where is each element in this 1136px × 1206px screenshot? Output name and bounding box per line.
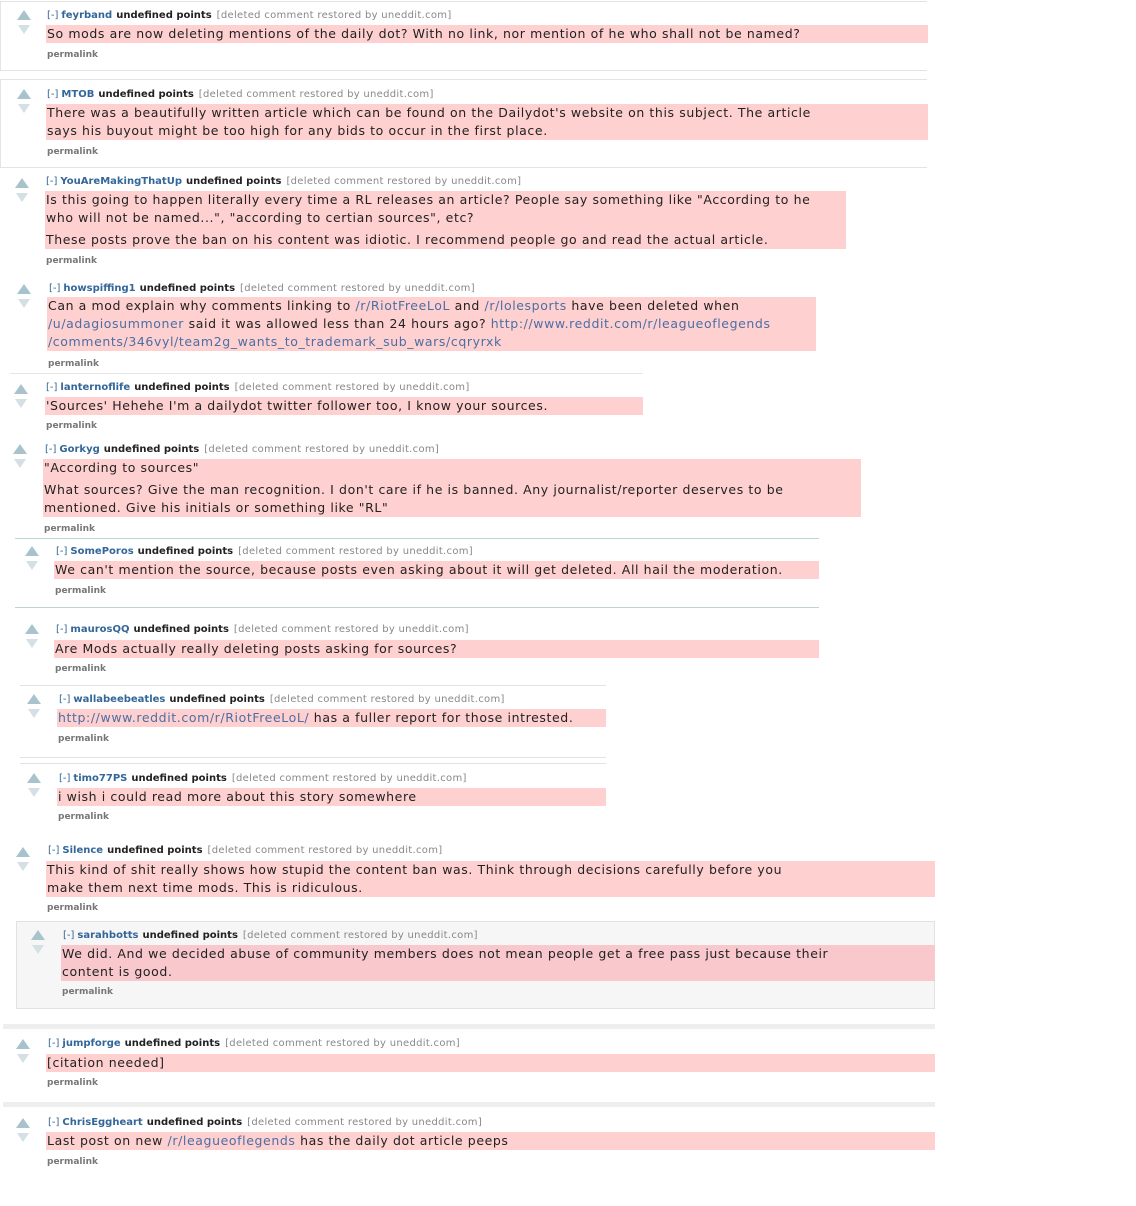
vote-arrows	[15, 284, 33, 308]
permalink[interactable]: permalink	[47, 50, 98, 60]
body-line: i wish i could read more about this story somewhere	[58, 789, 417, 804]
deleted-note: [deleted comment restored by uneddit.com]	[233, 624, 469, 635]
comment	[0, 1111, 935, 1175]
body-line: This kind of shit really shows how stupid the content ban was. Think through decisions carefully before you	[47, 862, 783, 877]
body-line: Is this going to happen literally every time a RL releases an article? People say something like "According to he	[46, 192, 811, 207]
deleted-note: [deleted comment restored by uneddit.com]	[231, 773, 467, 784]
comment-body	[54, 640, 819, 658]
comment-tagline	[47, 88, 434, 101]
score: undefined points	[103, 444, 200, 455]
subreddit-link[interactable]: /r/lolesports	[484, 298, 567, 313]
score: undefined points	[134, 382, 230, 393]
upvote-icon[interactable]	[16, 1118, 30, 1128]
divider	[3, 1024, 935, 1029]
upvote-icon[interactable]	[16, 847, 30, 857]
collapse-toggle[interactable]: [-]	[59, 773, 71, 784]
comment-body	[46, 1054, 935, 1072]
body-line: Are Mods actually really deleting posts asking for sources?	[55, 641, 458, 656]
vote-arrows	[14, 1118, 32, 1142]
vote-arrows	[11, 444, 29, 468]
upvote-icon[interactable]	[27, 694, 41, 704]
downvote-icon[interactable]	[18, 104, 30, 113]
permalink[interactable]: permalink	[58, 734, 109, 744]
score: undefined points	[133, 624, 229, 635]
permalink[interactable]: permalink	[62, 987, 113, 997]
body-line: [citation needed]	[47, 1055, 165, 1070]
deleted-note: [deleted comment restored by uneddit.com]	[234, 382, 470, 393]
author-link[interactable]: ChrisEggheart	[62, 1117, 143, 1128]
comment-tagline	[46, 175, 521, 188]
deleted-note: [deleted comment restored by uneddit.com]	[242, 930, 478, 941]
comment-tagline	[48, 1116, 482, 1129]
vote-arrows	[25, 694, 43, 718]
comment	[20, 685, 606, 757]
score: undefined points	[142, 930, 238, 941]
vote-arrows	[15, 10, 33, 34]
author-link[interactable]: sarahbotts	[77, 930, 139, 941]
permalink[interactable]: permalink	[47, 903, 98, 913]
body-line: Can a mod explain why comments linking to /r/RiotFreeLoL and /r/lolesports have been deleted when	[48, 298, 740, 313]
downvote-icon[interactable]	[17, 862, 29, 871]
permalink[interactable]: permalink	[46, 421, 97, 431]
comment	[16, 921, 935, 1009]
permalink[interactable]: permalink	[48, 359, 99, 369]
comment-tagline	[47, 9, 452, 22]
vote-arrows	[29, 930, 47, 954]
body-line: "According to sources"	[44, 460, 200, 475]
body-line: content is good.	[62, 964, 173, 979]
comment	[0, 79, 927, 168]
body-line: says his buyout might be too high for any bids to occur in the first place.	[47, 123, 548, 138]
downvote-icon[interactable]	[17, 1054, 29, 1063]
body-line: These posts prove the ban on his content was idiotic. I recommend people go and read the actual article.	[46, 232, 769, 247]
upvote-icon[interactable]	[13, 444, 27, 454]
score: undefined points	[186, 176, 282, 187]
author-link[interactable]: lanternoflife	[60, 382, 131, 393]
vote-arrows	[23, 546, 41, 570]
comment-body	[43, 459, 861, 517]
comment	[0, 278, 927, 372]
permalink[interactable]: permalink	[47, 1157, 98, 1167]
body-line: who will not be named...", "according to certian sources", etc?	[46, 210, 475, 225]
downvote-icon[interactable]	[26, 561, 38, 570]
deleted-note: [deleted comment restored by uneddit.com]	[204, 444, 440, 455]
collapse-toggle[interactable]: [-]	[45, 444, 57, 455]
collapse-toggle[interactable]: [-]	[47, 10, 59, 21]
upvote-icon[interactable]	[25, 624, 39, 634]
deleted-note: [deleted comment restored by uneddit.com]	[286, 176, 522, 187]
comment-tagline	[48, 1037, 460, 1050]
author-link[interactable]: SomePoros	[70, 546, 134, 557]
divider	[3, 1102, 935, 1107]
body-line: What sources? Give the man recognition. I don't care if he is banned. Any journalist/reporter deserves to be	[44, 482, 784, 497]
upvote-icon[interactable]	[17, 10, 31, 20]
deleted-note: [deleted comment restored by uneddit.com]	[198, 89, 434, 100]
deleted-note: [deleted comment restored by uneddit.com]	[238, 546, 473, 557]
comment-body	[46, 1132, 935, 1150]
collapse-toggle[interactable]: [-]	[46, 382, 58, 393]
author-link[interactable]: MTOB	[61, 89, 95, 100]
vote-arrows	[25, 773, 43, 797]
deleted-note: [deleted comment restored by uneddit.com]	[225, 1038, 460, 1049]
comment-body	[61, 945, 935, 981]
divider	[15, 607, 819, 608]
permalink[interactable]: permalink	[55, 664, 106, 674]
vote-arrows	[14, 847, 32, 871]
deleted-note: [deleted comment restored by uneddit.com]	[269, 694, 505, 705]
comment-tagline	[48, 844, 442, 857]
url-link-continued[interactable]: /comments/346vyl/team2g_wants_to_trademark_sub_wars/cqryrxk	[48, 334, 502, 349]
permalink[interactable]: permalink	[55, 586, 106, 596]
upvote-icon[interactable]	[16, 1039, 30, 1049]
vote-arrows	[15, 89, 33, 113]
collapse-toggle[interactable]: [-]	[56, 546, 68, 557]
collapse-toggle[interactable]: [-]	[48, 845, 60, 856]
body-line: 'Sources' Hehehe I'm a dailydot twitter follower too, I know your sources.	[46, 398, 549, 413]
score: undefined points	[107, 845, 203, 856]
deleted-note: [deleted comment restored by uneddit.com]	[207, 845, 443, 856]
comment-body	[45, 191, 846, 249]
comment-body	[46, 25, 928, 43]
downvote-icon[interactable]	[15, 399, 27, 408]
score: undefined points	[137, 546, 234, 557]
comment-tagline	[59, 693, 505, 706]
body-line: make them next time mods. This is ridiculous.	[47, 880, 363, 895]
permalink[interactable]: permalink	[47, 1078, 98, 1088]
vote-arrows	[13, 178, 31, 202]
comment-tagline	[45, 443, 439, 456]
upvote-icon[interactable]	[27, 773, 41, 783]
author-link[interactable]: Gorkyg	[59, 444, 100, 455]
body-line: We can't mention the source, because posts even asking about it will get deleted. All hail the moderation.	[55, 562, 783, 577]
score: undefined points	[146, 1117, 243, 1128]
upvote-icon[interactable]	[17, 89, 31, 99]
comment	[10, 373, 643, 435]
body-line: So mods are now deleting mentions of the daily dot? With no link, nor mention of he who shall not be named?	[47, 26, 801, 41]
vote-arrows	[23, 624, 41, 648]
comment-tagline	[59, 772, 467, 785]
downvote-icon[interactable]	[26, 639, 38, 648]
collapse-toggle[interactable]: [-]	[63, 930, 75, 941]
upvote-icon[interactable]	[15, 178, 29, 188]
author-link[interactable]: wallabeebeatles	[73, 694, 166, 705]
url-link[interactable]: http://www.reddit.com/r/leagueoflegends	[490, 316, 771, 331]
comment-tagline	[46, 381, 470, 394]
score: undefined points	[98, 89, 194, 100]
body-line: http://www.reddit.com/r/RiotFreeLoL/ has a fuller report for those intrested.	[58, 710, 574, 725]
comment-body	[45, 397, 643, 415]
upvote-icon[interactable]	[14, 384, 28, 394]
comment	[15, 617, 819, 681]
downvote-icon[interactable]	[17, 1133, 29, 1142]
vote-arrows	[12, 384, 30, 408]
author-link[interactable]: jumpforge	[62, 1038, 121, 1049]
comment-tagline	[56, 545, 473, 558]
downvote-icon[interactable]	[18, 25, 30, 34]
upvote-icon[interactable]	[17, 284, 31, 294]
comment-body	[57, 709, 606, 727]
body-line: mentioned. Give his initials or something like "RL"	[44, 500, 389, 515]
downvote-icon[interactable]	[28, 709, 40, 718]
downvote-icon[interactable]	[28, 788, 40, 797]
comment-tagline	[56, 623, 469, 636]
collapse-toggle[interactable]: [-]	[56, 624, 68, 635]
permalink[interactable]: permalink	[44, 524, 95, 534]
collapse-toggle[interactable]: [-]	[47, 89, 59, 100]
comment	[0, 170, 927, 270]
author-link[interactable]: timo77PS	[73, 773, 128, 784]
collapse-toggle[interactable]: [-]	[46, 176, 58, 187]
comment-body	[57, 788, 606, 806]
deleted-note: [deleted comment restored by uneddit.com]	[216, 10, 452, 21]
body-line: /u/adagiosummoner said it was allowed less than 24 hours ago? http://www.reddit.com/r/leagueoflegends	[48, 316, 771, 331]
subreddit-link[interactable]: /r/leagueoflegends	[167, 1133, 296, 1148]
score: undefined points	[169, 694, 265, 705]
downvote-icon[interactable]	[16, 193, 28, 202]
comment	[20, 763, 606, 829]
downvote-icon[interactable]	[32, 945, 44, 954]
score: undefined points	[131, 773, 227, 784]
score: undefined points	[116, 10, 212, 21]
comment	[0, 441, 927, 537]
author-link[interactable]: howspiffing1	[63, 283, 136, 294]
divider	[20, 757, 606, 758]
comment	[0, 840, 935, 918]
collapse-toggle[interactable]: [-]	[48, 1038, 60, 1049]
author-link[interactable]: feyrband	[61, 10, 113, 21]
downvote-icon[interactable]	[14, 459, 26, 468]
author-link[interactable]: YouAreMakingThatUp	[60, 176, 182, 187]
deleted-note: [deleted comment restored by uneddit.com]	[240, 283, 475, 294]
permalink[interactable]: permalink	[46, 256, 97, 266]
divider	[15, 538, 819, 539]
comment	[15, 540, 819, 606]
score: undefined points	[124, 1038, 221, 1049]
comment-tagline	[63, 929, 478, 942]
score: undefined points	[139, 283, 236, 294]
comment-body	[46, 104, 928, 140]
url-link[interactable]: http://www.reddit.com/r/RiotFreeLoL/	[58, 710, 310, 725]
collapse-toggle[interactable]: [-]	[49, 283, 61, 294]
comment-body	[54, 561, 819, 579]
upvote-icon[interactable]	[25, 546, 39, 556]
body-line	[48, 333, 815, 351]
subreddit-link[interactable]: /r/RiotFreeLoL	[355, 298, 451, 313]
user-link[interactable]: /u/adagiosummoner	[48, 316, 185, 331]
comment-tagline	[49, 282, 475, 295]
vote-arrows	[14, 1039, 32, 1063]
comment	[0, 1, 927, 71]
comment-body	[47, 297, 816, 351]
downvote-icon[interactable]	[18, 299, 30, 308]
body-line: There was a beautifully written article which can be found on the Dailydot's website on this subject. The article	[47, 105, 811, 120]
collapse-toggle[interactable]: [-]	[59, 694, 71, 705]
body-line: Last post on new /r/leagueoflegends has the daily dot article peeps	[47, 1133, 509, 1148]
permalink[interactable]: permalink	[58, 812, 109, 822]
comment	[0, 1033, 935, 1099]
author-link[interactable]: Silence	[62, 845, 104, 856]
deleted-note: [deleted comment restored by uneddit.com]	[247, 1117, 483, 1128]
body-line: We did. And we decided abuse of community members does not mean people get a free pass just because their	[62, 946, 829, 961]
upvote-icon[interactable]	[31, 930, 45, 940]
comment-body	[46, 861, 935, 897]
author-link[interactable]: maurosQQ	[70, 624, 130, 635]
permalink[interactable]: permalink	[47, 147, 98, 157]
collapse-toggle[interactable]: [-]	[48, 1117, 60, 1128]
